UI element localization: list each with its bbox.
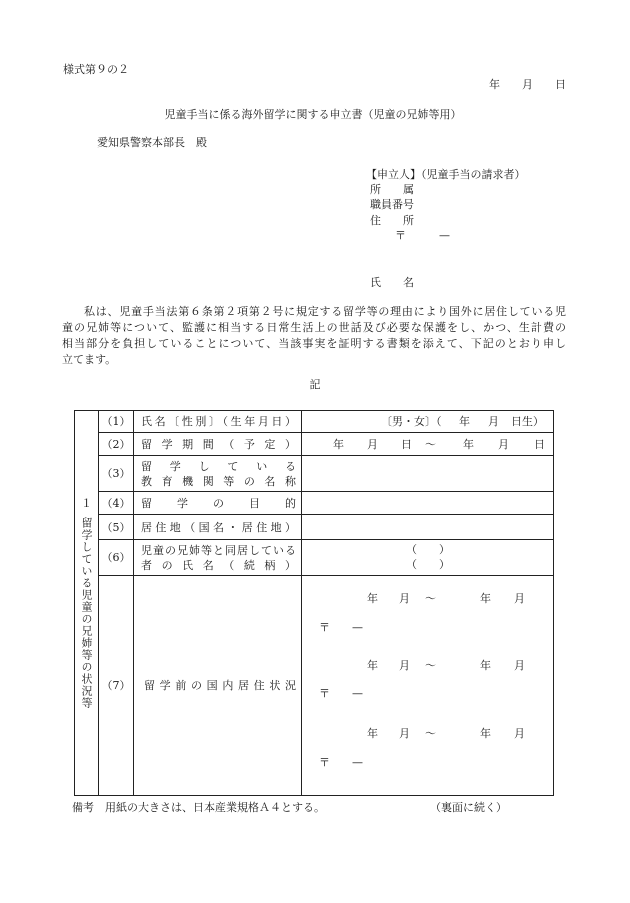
row-label: 者の氏名（続柄）: [141, 558, 296, 572]
row-label: 留学前の国内居住状況: [144, 679, 296, 692]
statement-line: 私は、児童手当法第６条第２項第２号に規定する留学等の理由により国外に居住している児: [84, 305, 566, 318]
row-label: 児童の兄姉等と同居している: [141, 543, 296, 557]
row-label-cell: [134, 433, 302, 456]
statement-line: 童の兄姉等について、監護に相当する日常生活上の世話及び必要な保護をし、かつ、生計費の: [62, 321, 566, 334]
postal-code: 〒 —: [319, 756, 363, 769]
table-row: [75, 576, 554, 796]
range-separator: 〜: [425, 592, 436, 605]
year-unit: 年: [367, 659, 378, 672]
row-label: 教育機関等の名称: [141, 474, 296, 488]
row-value-cell: [302, 492, 554, 515]
year-unit: 年: [459, 415, 470, 428]
year-unit: 年: [480, 592, 491, 605]
row-label: 氏名〔性別〕（生年月日）: [141, 415, 296, 428]
section-label: 留学している児童の兄姉等の状況等: [80, 516, 93, 709]
relationship-bracket: （ ）: [406, 543, 450, 556]
month-unit: 月: [498, 438, 509, 451]
statement-line: 相当部分を負担していることについて、当該事実を証明する書類を添えて、下記のとおり申し: [62, 337, 566, 350]
affiliation-label: 所 属: [370, 183, 414, 196]
month-unit: 月: [367, 438, 378, 451]
row-value-cell: [302, 411, 554, 433]
year-unit: 年: [480, 659, 491, 672]
month-unit: 月: [488, 415, 499, 428]
ki-heading: 記: [309, 378, 321, 391]
row-value-cell: [302, 433, 554, 456]
continued-on-back: （裏面に続く）: [430, 801, 507, 814]
status-table: [74, 410, 554, 796]
row-number: （7）: [99, 576, 134, 796]
range-separator: 〜: [425, 659, 436, 672]
row-number: （6）: [99, 540, 134, 576]
applicant-postal-code: 〒 —: [395, 229, 450, 242]
row-label: 留学期間（予定）: [141, 437, 296, 451]
month-unit: 月: [514, 727, 525, 740]
year-unit: 年: [367, 592, 378, 605]
row-label: 留学している: [141, 459, 296, 473]
year-unit: 年: [367, 727, 378, 740]
table-row: [75, 456, 554, 492]
year-unit: 年: [333, 438, 344, 451]
section-cell: [75, 411, 99, 796]
gender-choice: 〔男・女〕（: [381, 415, 442, 428]
row-value-cell: [302, 456, 554, 492]
row-number: （3）: [99, 456, 134, 492]
day-birth-unit: 日生）: [511, 415, 544, 428]
row-value-cell: [302, 515, 554, 540]
row-label-cell: [134, 515, 302, 540]
employee-number-label: 職員番号: [370, 198, 414, 211]
form-number: 様式第９の２: [63, 63, 129, 76]
table-row: [75, 433, 554, 456]
remarks-note: 備考 用紙の大きさは、日本産業規格Ａ４とする。: [72, 801, 325, 814]
statement-line: 立てます。: [62, 353, 117, 366]
range-separator: 〜: [425, 727, 436, 740]
month-unit: 月: [399, 727, 410, 740]
section-number: １: [81, 496, 92, 510]
name-label: 氏 名: [370, 276, 414, 289]
table-row: [75, 492, 554, 515]
month-unit: 月: [399, 592, 410, 605]
row-label-cell: [134, 411, 302, 433]
relationship-bracket: （ ）: [406, 558, 450, 571]
year-unit: 年: [463, 438, 474, 451]
row-label-cell: [134, 576, 302, 796]
row-label: 留学の目的: [141, 496, 296, 510]
addressee: 愛知県警察本部長 殿: [97, 136, 207, 149]
postal-code: 〒 —: [319, 687, 363, 700]
applicant-heading: 【申立人】（児童手当の請求者）: [366, 168, 526, 181]
row-label: 居住地（国名・居住地）: [141, 520, 296, 534]
row-value-cell: [302, 540, 554, 576]
month-unit: 月: [399, 659, 410, 672]
row-number: （2）: [99, 433, 134, 456]
date-line: 年 月 日: [489, 78, 566, 91]
row-number: （4）: [99, 492, 134, 515]
month-unit: 月: [514, 659, 525, 672]
year-unit: 年: [480, 727, 491, 740]
row-number: （1）: [99, 411, 134, 433]
table-row: [75, 411, 554, 433]
row-label-cell: [134, 540, 302, 576]
day-unit: 日: [534, 438, 545, 451]
day-unit: 日: [401, 438, 412, 451]
table-row: [75, 540, 554, 576]
range-separator: 〜: [425, 438, 436, 451]
table-row: [75, 515, 554, 540]
row-value-cell: [302, 576, 554, 796]
month-unit: 月: [514, 592, 525, 605]
row-number: （5）: [99, 515, 134, 540]
address-label: 住 所: [370, 214, 414, 227]
document-title: 児童手当に係る海外留学に関する申立書（児童の兄姉等用）: [164, 108, 462, 121]
postal-code: 〒 —: [319, 621, 363, 634]
row-label-cell: [134, 456, 302, 492]
row-label-cell: [134, 492, 302, 515]
